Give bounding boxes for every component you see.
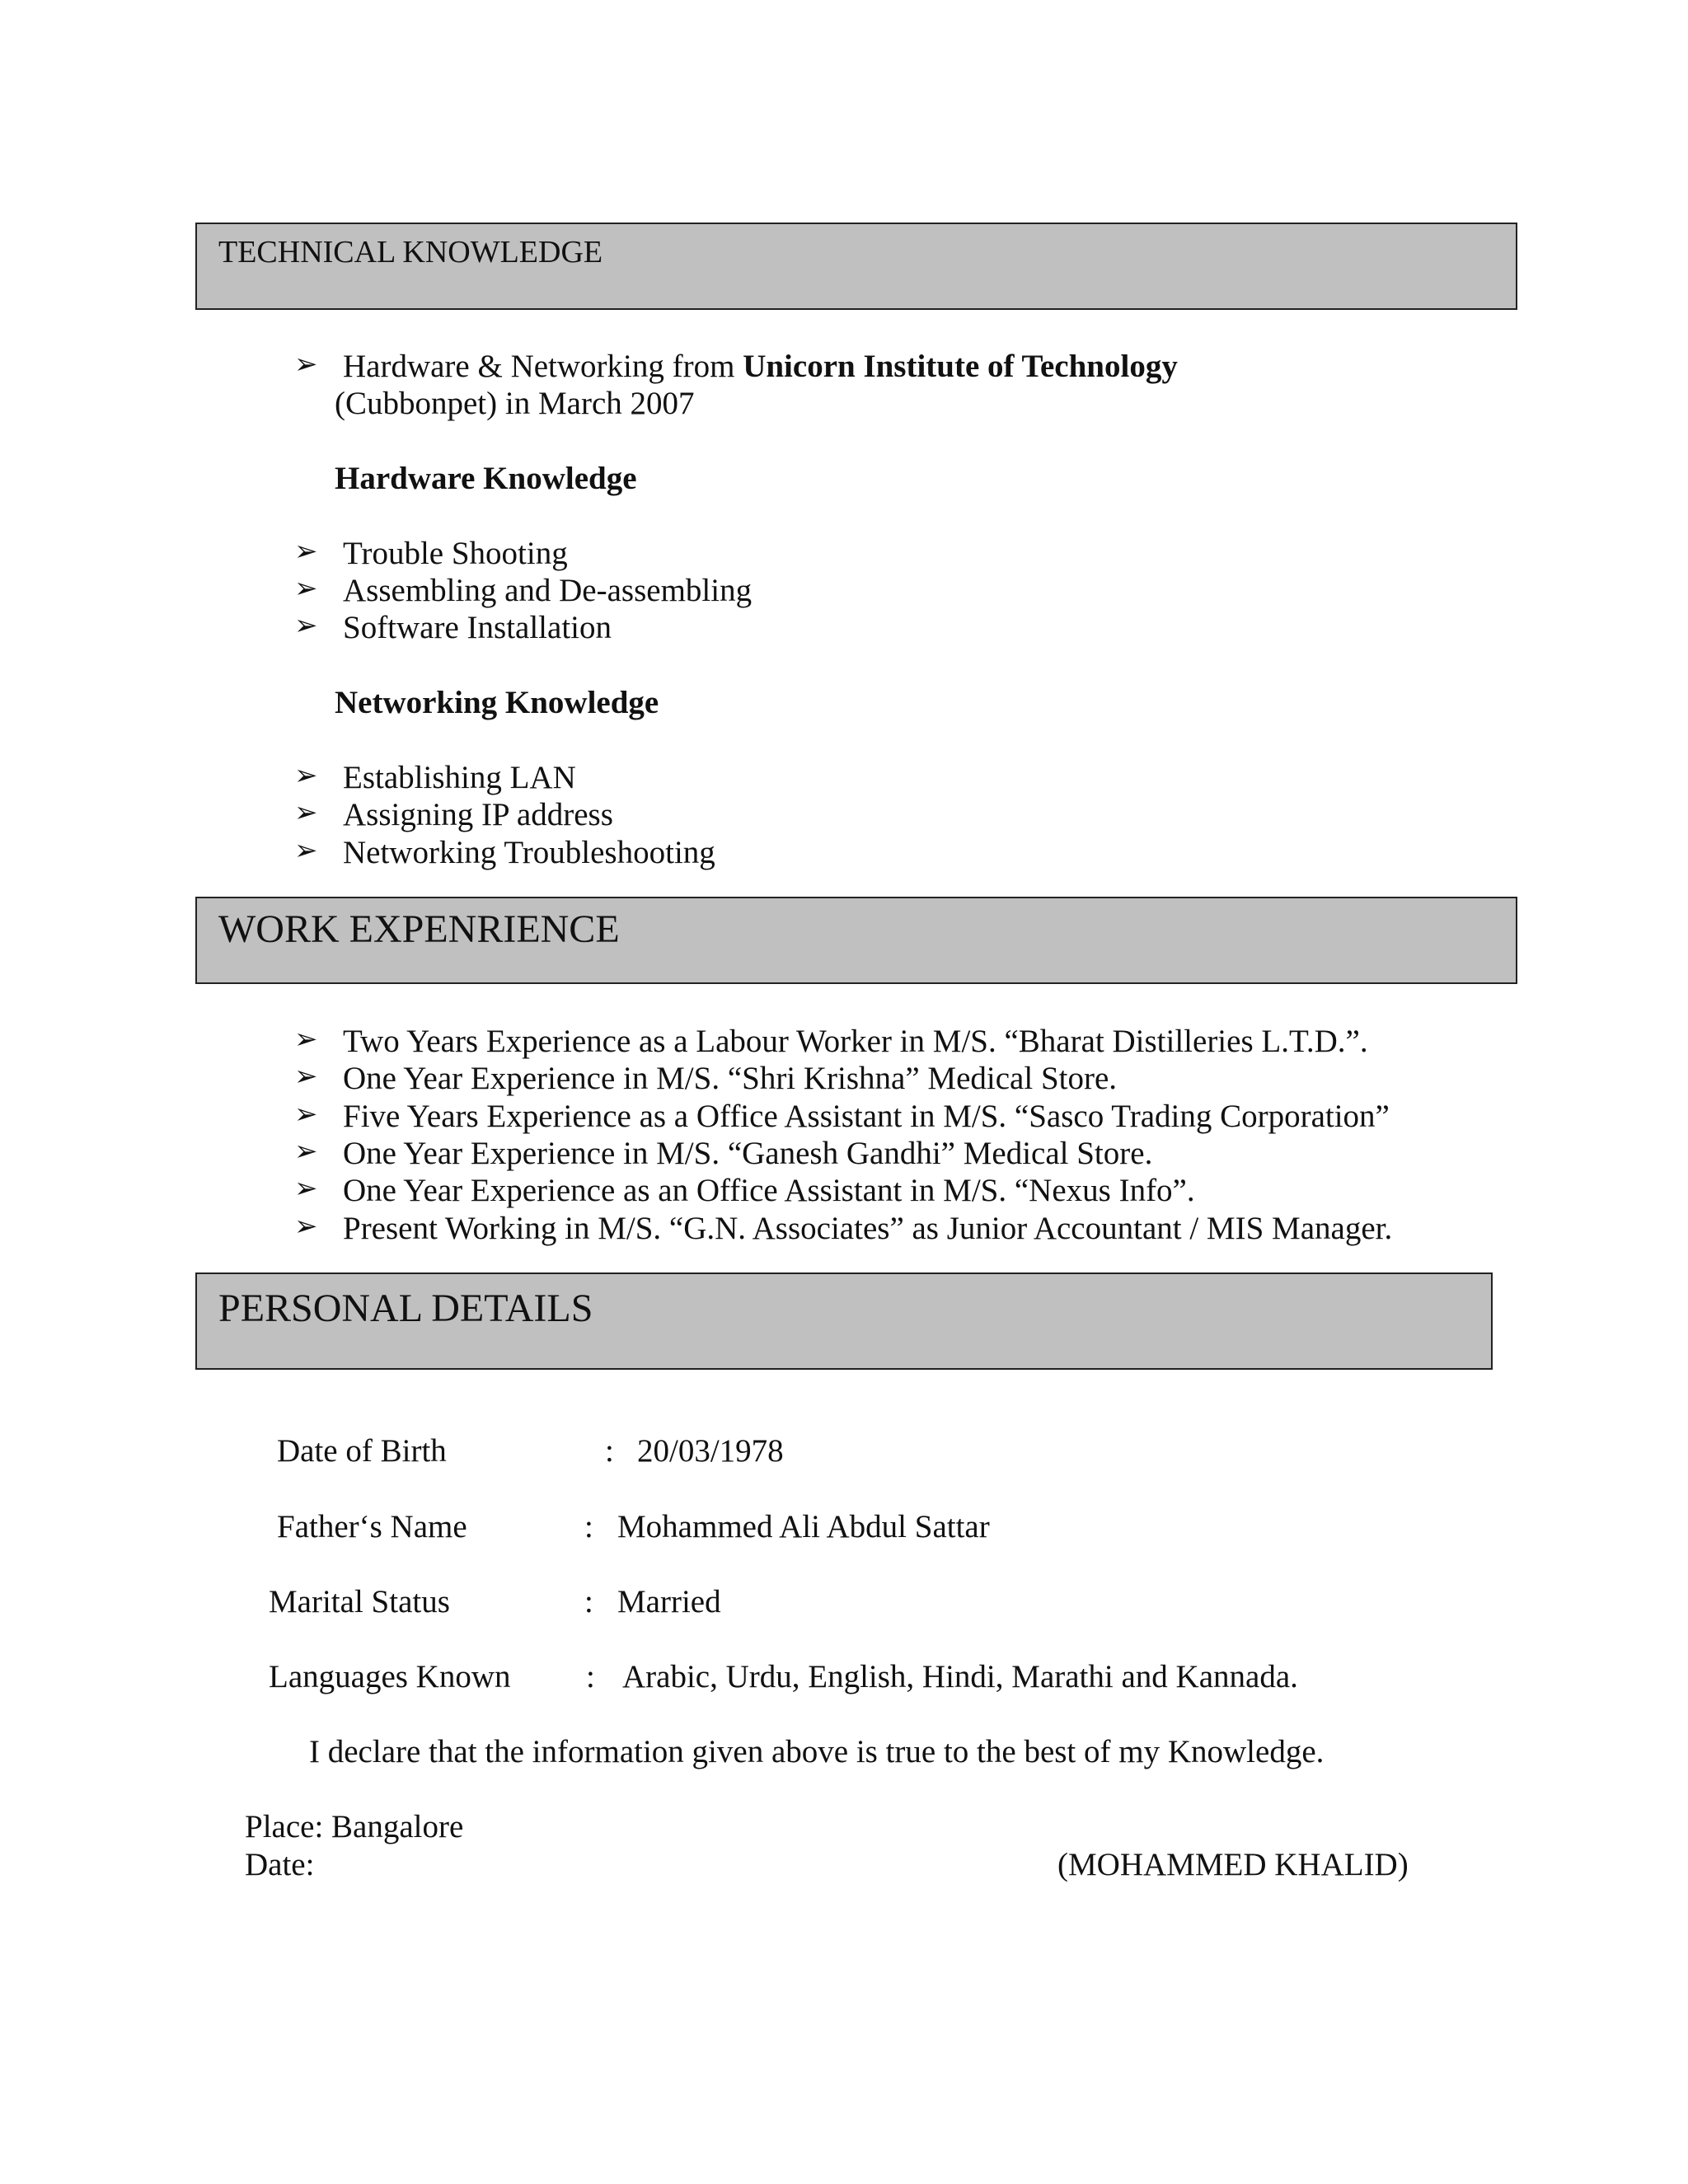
bullet-icon: ➢ (294, 1137, 318, 1167)
bullet-icon: ➢ (294, 836, 318, 866)
networking-heading: Networking Knowledge (335, 685, 659, 720)
personal-details-header (195, 1272, 1493, 1370)
field-value-father: Mohammed Ali Abdul Sattar (617, 1509, 990, 1544)
hardware-item: Software Installation (343, 610, 612, 645)
bullet-icon: ➢ (294, 1174, 318, 1204)
networking-item: Assigning IP address (343, 797, 613, 832)
hardware-item: Trouble Shooting (343, 536, 568, 571)
field-value-dob: 20/03/1978 (637, 1433, 784, 1469)
field-separator: : (584, 1509, 593, 1544)
field-label-languages: Languages Known (269, 1659, 511, 1694)
bullet-icon: ➢ (294, 798, 318, 828)
work-item: Five Years Experience as a Office Assistant in M/S. “Sasco Trading Corporation” (343, 1099, 1390, 1134)
field-value-marital: Married (617, 1584, 721, 1619)
work-item: One Year Experience in M/S. “Shri Krishna” Medical Store. (343, 1061, 1118, 1096)
work-experience-title: WORK EXPENRIENCE (218, 907, 620, 951)
course-detail: (Cubbonpet) in March 2007 (335, 386, 695, 421)
work-experience-header (195, 897, 1517, 984)
date-text: Date: (245, 1847, 315, 1882)
field-value-languages: Arabic, Urdu, English, Hindi, Marathi and Kannada. (622, 1659, 1298, 1694)
networking-item: Networking Troubleshooting (343, 835, 715, 870)
course-prefix: Hardware & Networking from (343, 349, 743, 384)
bullet-icon: ➢ (294, 537, 318, 567)
field-label-dob: Date of Birth (277, 1433, 447, 1469)
work-item: Present Working in M/S. “G.N. Associates” as Junior Accountant / MIS Manager. (343, 1211, 1393, 1246)
field-separator: : (605, 1433, 614, 1469)
bullet-icon: ➢ (294, 574, 318, 604)
bullet-icon: ➢ (294, 1062, 318, 1092)
course-line (343, 350, 1178, 382)
place-text: Place: Bangalore (245, 1809, 464, 1844)
technical-knowledge-title: TECHNICAL KNOWLEDGE (218, 235, 603, 269)
work-item: One Year Experience in M/S. “Ganesh Gandhi” Medical Store. (343, 1136, 1153, 1171)
personal-details-title: PERSONAL DETAILS (218, 1286, 593, 1330)
field-separator: : (586, 1659, 595, 1694)
bullet-icon: ➢ (294, 349, 318, 380)
course-institute: Unicorn Institute of Technology (743, 349, 1178, 384)
declaration-text: I declare that the information given above is true to the best of my Knowledge. (309, 1734, 1325, 1769)
hardware-item: Assembling and De-assembling (343, 573, 753, 608)
bullet-icon: ➢ (294, 1212, 318, 1242)
field-label-father: Father‘s Name (277, 1509, 467, 1544)
bullet-icon: ➢ (294, 1099, 318, 1130)
technical-knowledge-header (195, 223, 1517, 310)
bullet-icon: ➢ (294, 611, 318, 641)
signature-name: (MOHAMMED KHALID) (1057, 1847, 1409, 1882)
bullet-icon: ➢ (294, 761, 318, 791)
work-item: One Year Experience as an Office Assistant in M/S. “Nexus Info”. (343, 1173, 1195, 1208)
networking-item: Establishing LAN (343, 760, 576, 795)
bullet-icon: ➢ (294, 1024, 318, 1055)
work-item: Two Years Experience as a Labour Worker in M/S. “Bharat Distilleries L.T.D.”. (343, 1024, 1368, 1059)
field-separator: : (584, 1584, 593, 1619)
hardware-heading: Hardware Knowledge (335, 461, 637, 496)
field-label-marital: Marital Status (269, 1584, 450, 1619)
